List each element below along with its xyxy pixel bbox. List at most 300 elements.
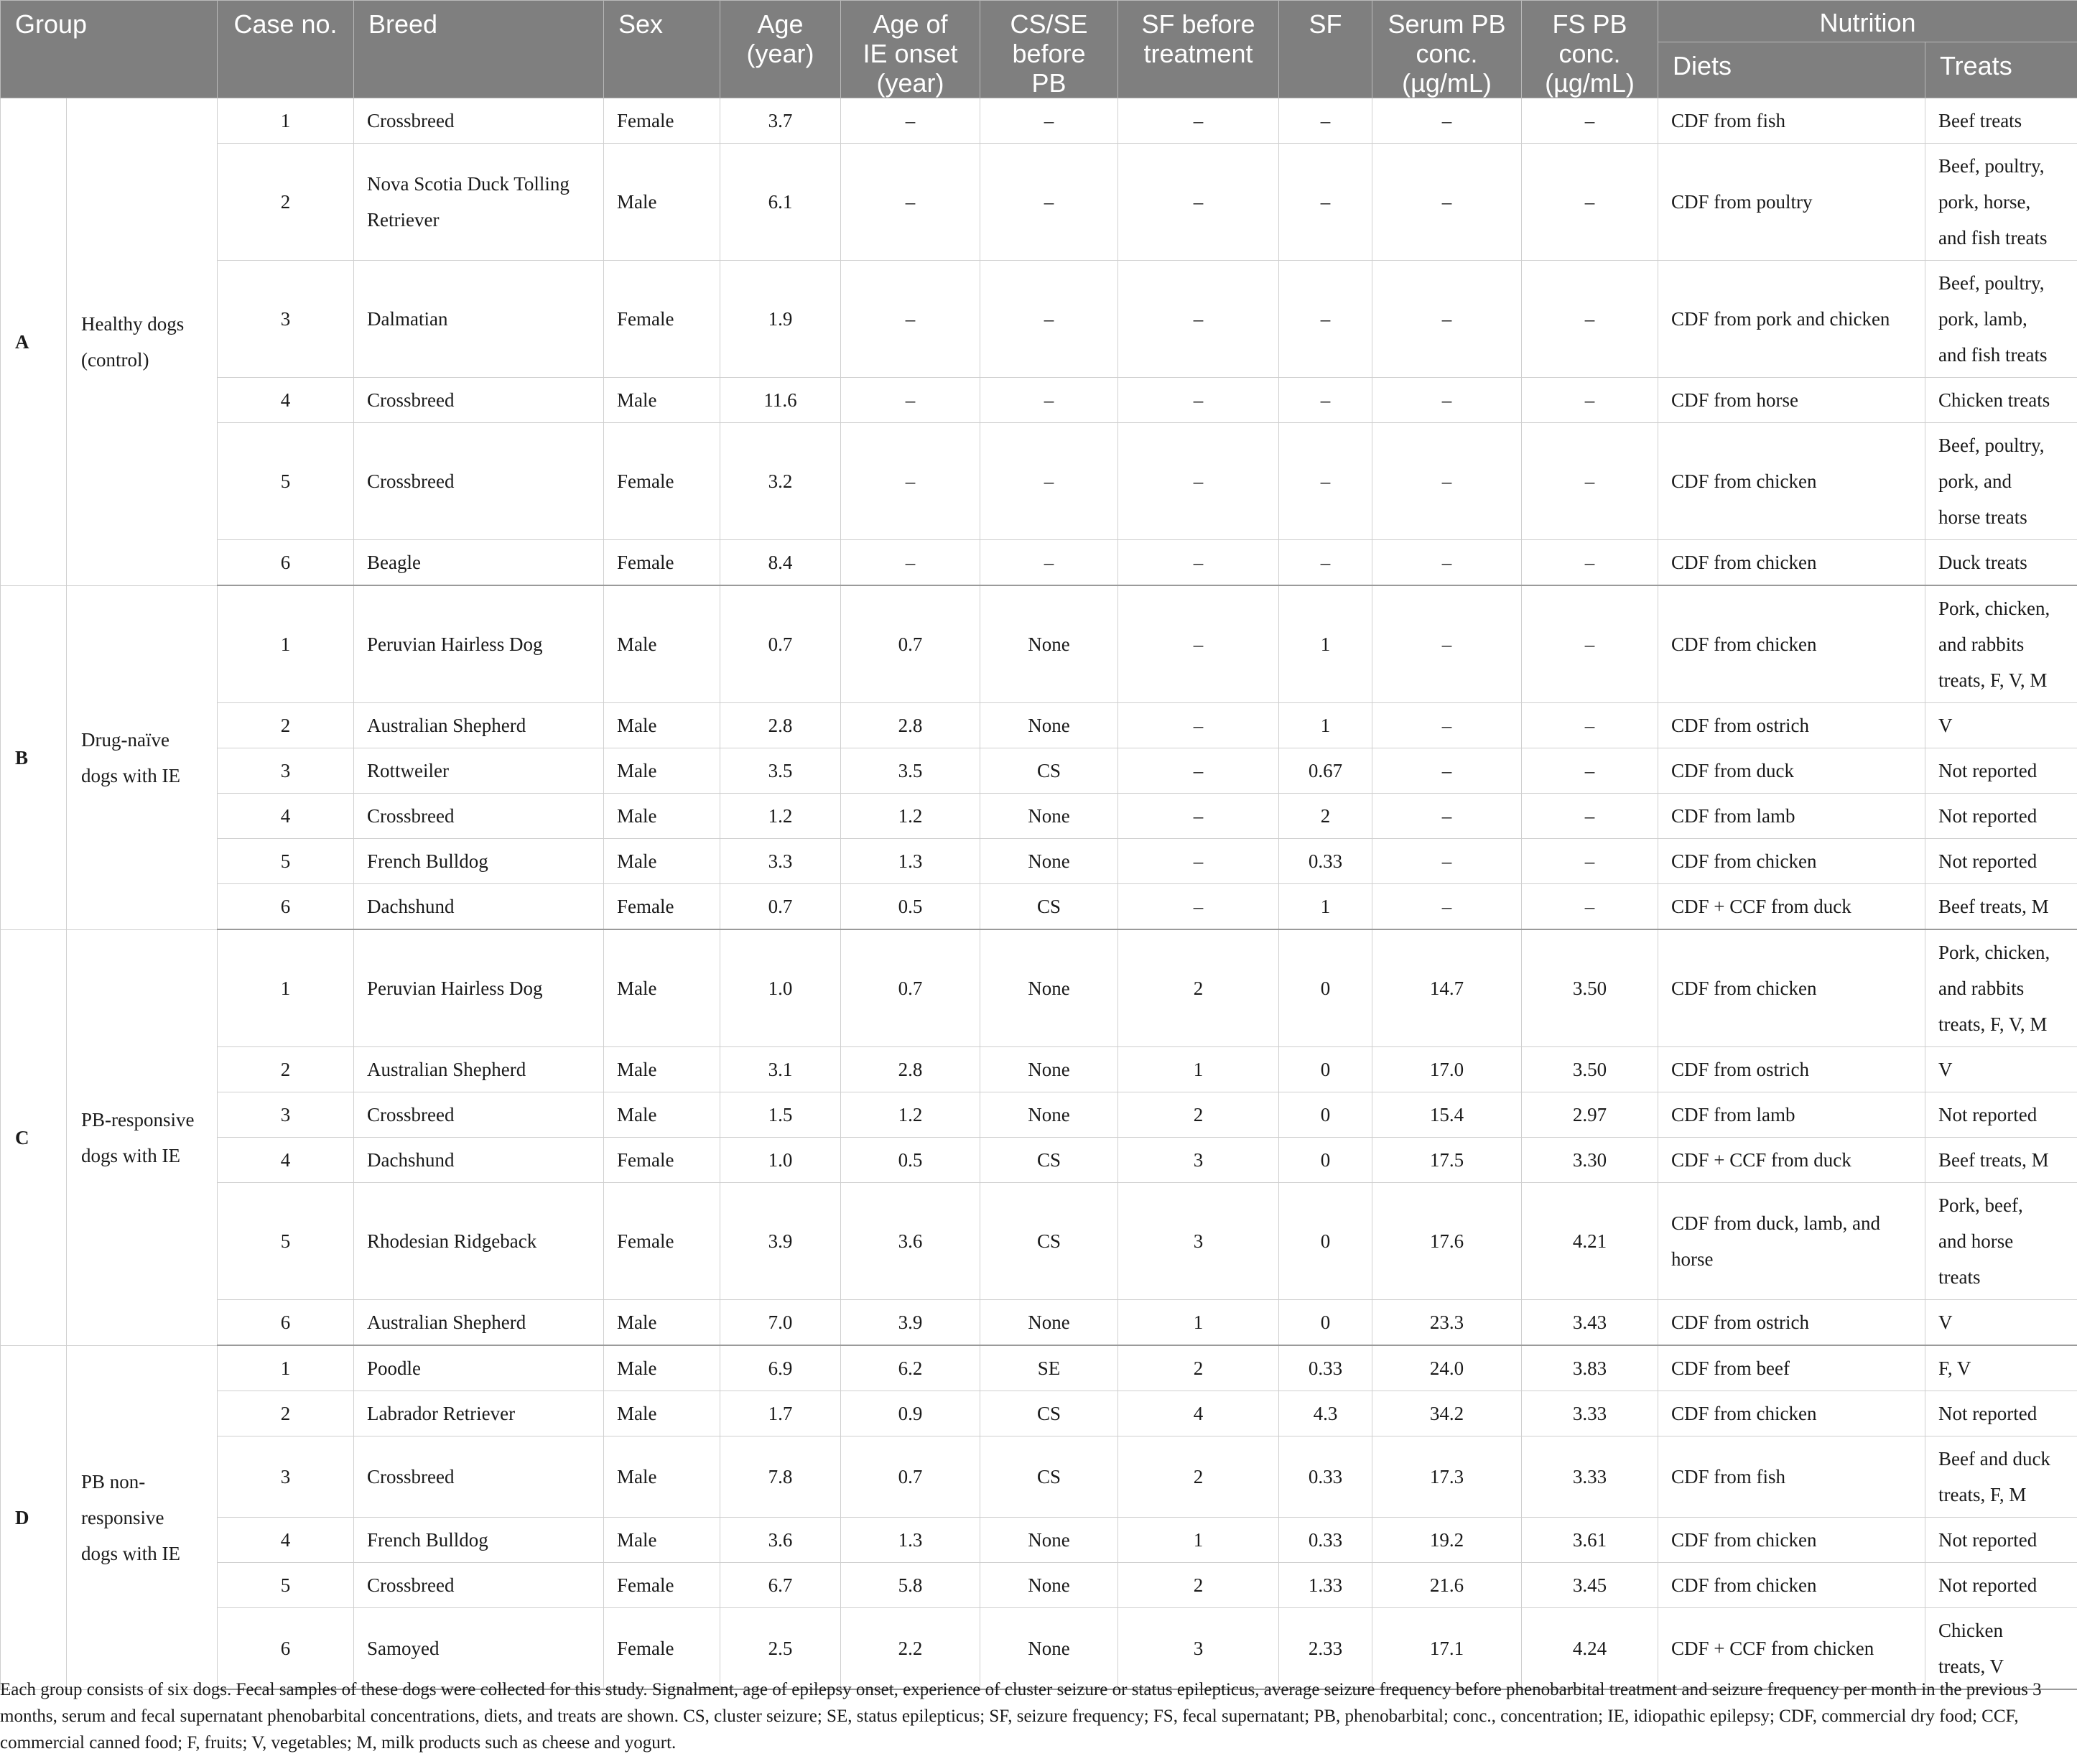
sf-before-cell: 3 [1118,1183,1279,1300]
case-number: 1 [218,585,354,703]
diet-cell: CDF from lamb [1658,1092,1925,1138]
serum-pb-cell: 19.2 [1372,1518,1522,1563]
diet-cell: CDF from horse [1658,378,1925,423]
fs-pb-cell: 3.61 [1522,1518,1658,1563]
case-number: 4 [218,378,354,423]
onset-age-cell: – [841,144,980,261]
serum-pb-cell: – [1372,884,1522,930]
cs-se-cell: CS [980,1436,1118,1518]
age-cell: 1.7 [720,1391,841,1436]
sf-before-cell: 2 [1118,1436,1279,1518]
age-cell: 1.2 [720,794,841,839]
diet-cell: CDF from chicken [1658,540,1925,586]
onset-age-cell: 0.5 [841,1138,980,1183]
treats-cell: Beef treats [1925,98,2077,144]
serum-pb-cell: 17.5 [1372,1138,1522,1183]
sf-before-cell: 2 [1118,929,1279,1047]
serum-pb-cell: – [1372,585,1522,703]
fs-pb-cell: – [1522,423,1658,540]
cs-se-cell: CS [980,1138,1118,1183]
fs-pb-cell: – [1522,884,1658,930]
treats-cell: Beef treats, M [1925,884,2077,930]
onset-age-cell: 0.7 [841,1436,980,1518]
sf-before-cell: – [1118,261,1279,378]
diet-cell: CDF from duck [1658,748,1925,794]
case-number: 3 [218,1092,354,1138]
sex-cell: Female [604,261,720,378]
sf-before-cell: – [1118,585,1279,703]
serum-pb-cell: – [1372,839,1522,884]
breed-cell: French Bulldog [354,1518,604,1563]
onset-age-cell: 1.3 [841,839,980,884]
onset-age-cell: 2.2 [841,1608,980,1690]
age-cell: 3.6 [720,1518,841,1563]
sf-cell: 0.33 [1279,1436,1372,1518]
group-description: Drug-naïve dogs with IE [67,585,218,929]
case-number: 3 [218,261,354,378]
sf-cell: 0 [1279,1092,1372,1138]
sf-cell: – [1279,423,1372,540]
age-cell: 3.2 [720,423,841,540]
serum-pb-cell: – [1372,423,1522,540]
onset-age-cell: 1.2 [841,794,980,839]
serum-pb-cell: – [1372,794,1522,839]
sex-cell: Female [604,423,720,540]
treats-cell: Not reported [1925,1518,2077,1563]
treats-cell: Pork, chicken, and rabbits treats, F, V, M [1925,929,2077,1047]
case-number: 4 [218,1138,354,1183]
breed-cell: Dachshund [354,884,604,930]
header-serum-pb: Serum PB conc. (µg/mL) [1372,1,1522,98]
cs-se-cell: None [980,1300,1118,1346]
serum-pb-cell: 17.6 [1372,1183,1522,1300]
case-number: 1 [218,1345,354,1391]
fs-pb-cell: 3.43 [1522,1300,1658,1346]
case-number: 2 [218,703,354,748]
diet-cell: CDF from ostrich [1658,1300,1925,1346]
case-number: 6 [218,1300,354,1346]
table-row [1,98,2077,144]
case-number: 4 [218,794,354,839]
sex-cell: Male [604,1047,720,1092]
cs-se-cell: None [980,585,1118,703]
case-number: 1 [218,98,354,144]
age-cell: 7.0 [720,1300,841,1346]
treats-cell: Beef, poultry, pork, lamb, and fish treats [1925,261,2077,378]
breed-cell: Poodle [354,1345,604,1391]
group-letter: C [1,929,67,1345]
sex-cell: Male [604,1518,720,1563]
serum-pb-cell: – [1372,378,1522,423]
header-cs-se: CS/SE before PB [980,1,1118,98]
table-row [1,1300,2077,1346]
sex-cell: Male [604,703,720,748]
cs-se-cell: CS [980,884,1118,930]
sf-cell: 0 [1279,929,1372,1047]
breed-cell: Crossbreed [354,1563,604,1608]
treats-cell: Not reported [1925,748,2077,794]
group-letter: A [1,98,67,586]
group-letter: D [1,1345,67,1689]
breed-cell: Crossbreed [354,1092,604,1138]
header-sf-before: SF before treatment [1118,1,1279,98]
sf-cell: 1 [1279,703,1372,748]
sf-before-cell: – [1118,540,1279,586]
case-number: 2 [218,1047,354,1092]
serum-pb-cell: 34.2 [1372,1391,1522,1436]
table-row [1,1518,2077,1563]
diet-cell: CDF from fish [1658,1436,1925,1518]
sf-before-cell: – [1118,884,1279,930]
sex-cell: Female [604,1563,720,1608]
fs-pb-cell: 3.50 [1522,1047,1658,1092]
age-cell: 6.7 [720,1563,841,1608]
sex-cell: Male [604,378,720,423]
serum-pb-cell: 23.3 [1372,1300,1522,1346]
diet-cell: CDF from poultry [1658,144,1925,261]
treats-cell: Not reported [1925,839,2077,884]
cs-se-cell: None [980,794,1118,839]
breed-cell: Labrador Retriever [354,1391,604,1436]
sf-before-cell: 2 [1118,1092,1279,1138]
fs-pb-cell: 3.33 [1522,1436,1658,1518]
age-cell: 7.8 [720,1436,841,1518]
sf-before-cell: 2 [1118,1563,1279,1608]
sf-cell: 1.33 [1279,1563,1372,1608]
fs-pb-cell: – [1522,540,1658,586]
treats-cell: Beef and duck treats, F, M [1925,1436,2077,1518]
sex-cell: Female [604,1138,720,1183]
serum-pb-cell: 17.1 [1372,1608,1522,1690]
table-row [1,1092,2077,1138]
serum-pb-cell: – [1372,540,1522,586]
age-cell: 3.9 [720,1183,841,1300]
sex-cell: Male [604,1436,720,1518]
age-cell: 3.1 [720,1047,841,1092]
treats-cell: Pork, beef, and horse treats [1925,1183,2077,1300]
cs-se-cell: None [980,1047,1118,1092]
onset-age-cell: 3.9 [841,1300,980,1346]
header-nutrition: Nutrition [1658,1,2077,42]
sex-cell: Male [604,794,720,839]
onset-age-cell: 1.3 [841,1518,980,1563]
sf-cell: – [1279,144,1372,261]
breed-cell: French Bulldog [354,839,604,884]
sf-before-cell: 3 [1118,1138,1279,1183]
breed-cell: Crossbreed [354,423,604,540]
onset-age-cell: 0.7 [841,929,980,1047]
diet-cell: CDF from beef [1658,1345,1925,1391]
age-cell: 1.0 [720,929,841,1047]
table-row [1,929,2077,1047]
age-cell: 2.8 [720,703,841,748]
sf-before-cell: – [1118,144,1279,261]
case-number: 5 [218,423,354,540]
table-row [1,261,2077,378]
serum-pb-cell: – [1372,98,1522,144]
fs-pb-cell: – [1522,839,1658,884]
sf-cell: 1 [1279,585,1372,703]
header-diets: Diets [1658,42,1925,98]
group-description: Healthy dogs (control) [67,98,218,586]
serum-pb-cell: – [1372,144,1522,261]
case-number: 2 [218,1391,354,1436]
onset-age-cell: 3.5 [841,748,980,794]
table-row [1,884,2077,930]
fs-pb-cell: 3.50 [1522,929,1658,1047]
serum-pb-cell: 21.6 [1372,1563,1522,1608]
table-body [1,98,2077,1690]
sex-cell: Male [604,585,720,703]
header-group: Group [1,1,218,98]
treats-cell: V [1925,703,2077,748]
sf-before-cell: – [1118,703,1279,748]
cs-se-cell: None [980,703,1118,748]
breed-cell: Beagle [354,540,604,586]
table-row [1,1436,2077,1518]
serum-pb-cell: 15.4 [1372,1092,1522,1138]
sf-cell: 0.67 [1279,748,1372,794]
sf-cell: 0.33 [1279,1345,1372,1391]
diet-cell: CDF from chicken [1658,839,1925,884]
diet-cell: CDF from ostrich [1658,703,1925,748]
cs-se-cell: None [980,1563,1118,1608]
breed-cell: Dachshund [354,1138,604,1183]
age-cell: 3.5 [720,748,841,794]
fs-pb-cell: 4.24 [1522,1608,1658,1690]
diet-cell: CDF from pork and chicken [1658,261,1925,378]
sex-cell: Male [604,748,720,794]
sf-before-cell: 2 [1118,1345,1279,1391]
sex-cell: Male [604,929,720,1047]
table-row [1,1391,2077,1436]
treats-cell: Pork, chicken, and rabbits treats, F, V, M [1925,585,2077,703]
fs-pb-cell: 3.83 [1522,1345,1658,1391]
sf-cell: 0.33 [1279,1518,1372,1563]
age-cell: 6.1 [720,144,841,261]
breed-cell: Australian Shepherd [354,703,604,748]
case-number: 5 [218,1563,354,1608]
sf-before-cell: – [1118,378,1279,423]
onset-age-cell: – [841,378,980,423]
treats-cell: Chicken treats [1925,378,2077,423]
sf-cell: 1 [1279,884,1372,930]
treats-cell: Beef, poultry, pork, horse, and fish treats [1925,144,2077,261]
header-sf: SF [1279,1,1372,98]
age-cell: 11.6 [720,378,841,423]
breed-cell: Crossbreed [354,1436,604,1518]
sf-before-cell: – [1118,423,1279,540]
table-row [1,540,2077,586]
age-cell: 2.5 [720,1608,841,1690]
cs-se-cell: CS [980,1391,1118,1436]
treats-cell: V [1925,1300,2077,1346]
sf-before-cell: 4 [1118,1391,1279,1436]
case-number: 5 [218,1183,354,1300]
sf-cell: 2.33 [1279,1608,1372,1690]
sex-cell: Female [604,540,720,586]
header-fs-pb: FS PB conc. (µg/mL) [1522,1,1658,98]
breed-cell: Australian Shepherd [354,1047,604,1092]
group-letter: B [1,585,67,929]
diet-cell: CDF from fish [1658,98,1925,144]
diet-cell: CDF + CCF from duck [1658,884,1925,930]
onset-age-cell: 5.8 [841,1563,980,1608]
cs-se-cell: SE [980,1345,1118,1391]
fs-pb-cell: – [1522,144,1658,261]
fs-pb-cell: 4.21 [1522,1183,1658,1300]
cs-se-cell: CS [980,748,1118,794]
header-age-onset: Age of IE onset (year) [841,1,980,98]
diet-cell: CDF from chicken [1658,1518,1925,1563]
header-case-no: Case no. [218,1,354,98]
fs-pb-cell: 3.30 [1522,1138,1658,1183]
case-number: 6 [218,884,354,930]
cs-se-cell: None [980,929,1118,1047]
header-sex: Sex [604,1,720,98]
case-number: 2 [218,144,354,261]
sex-cell: Female [604,884,720,930]
case-number: 3 [218,748,354,794]
sf-cell: 0.33 [1279,839,1372,884]
case-number: 4 [218,1518,354,1563]
breed-cell: Samoyed [354,1608,604,1690]
age-cell: 1.0 [720,1138,841,1183]
sex-cell: Male [604,1092,720,1138]
serum-pb-cell: 14.7 [1372,929,1522,1047]
case-number: 3 [218,1436,354,1518]
treats-cell: Beef, poultry, pork, and horse treats [1925,423,2077,540]
age-cell: 0.7 [720,585,841,703]
table-row [1,1183,2077,1300]
table-footnote: Each group consists of six dogs. Fecal samples of these dogs were collected for this study. Signalment, age of epilepsy onset, experience of cluster seizure or status epilepticus, average seizure frequency before phenobarbital treatment and seizure frequency per month in the previous 3 months, serum and fecal supernatant phenobarbital concentrations, diets, and treats are shown. CS, cluster seizure; SE, status epilepticus; SF, seizure frequency; FS, fecal supernatant; PB, phenobarbital; conc., concentration; IE, idiopathic epilepsy; CDF, commercial dry food; CCF, commercial canned food; F, fruits; V, vegetables; M, milk products such as cheese and yogurt. [0,1680,2042,1753]
breed-cell: Peruvian Hairless Dog [354,929,604,1047]
breed-cell: Peruvian Hairless Dog [354,585,604,703]
age-cell: 3.3 [720,839,841,884]
onset-age-cell: – [841,98,980,144]
serum-pb-cell: 17.0 [1372,1047,1522,1092]
sf-before-cell: – [1118,748,1279,794]
header-age: Age (year) [720,1,841,98]
fs-pb-cell: – [1522,794,1658,839]
diet-cell: CDF + CCF from chicken [1658,1608,1925,1690]
treats-cell: Not reported [1925,1391,2077,1436]
cs-se-cell: CS [980,1183,1118,1300]
diet-cell: CDF from chicken [1658,1563,1925,1608]
table-row [1,144,2077,261]
diet-cell: CDF from chicken [1658,1391,1925,1436]
table-row [1,1047,2077,1092]
treats-cell: F, V [1925,1345,2077,1391]
onset-age-cell: 2.8 [841,1047,980,1092]
fs-pb-cell: 3.45 [1522,1563,1658,1608]
onset-age-cell: – [841,261,980,378]
diet-cell: CDF from lamb [1658,794,1925,839]
treats-cell: Not reported [1925,1092,2077,1138]
sex-cell: Male [604,1345,720,1391]
onset-age-cell: – [841,540,980,586]
onset-age-cell: 2.8 [841,703,980,748]
sex-cell: Female [604,1183,720,1300]
sex-cell: Female [604,1608,720,1690]
diet-cell: CDF + CCF from duck [1658,1138,1925,1183]
fs-pb-cell: – [1522,748,1658,794]
table-row [1,1138,2077,1183]
treats-cell: V [1925,1047,2077,1092]
breed-cell: Nova Scotia Duck Tolling Retriever [354,144,604,261]
sf-cell: 0 [1279,1138,1372,1183]
serum-pb-cell: 17.3 [1372,1436,1522,1518]
sf-before-cell: – [1118,794,1279,839]
table-row [1,585,2077,703]
sf-cell: 0 [1279,1183,1372,1300]
diet-cell: CDF from chicken [1658,423,1925,540]
case-number: 6 [218,1608,354,1690]
sf-cell: 0 [1279,1047,1372,1092]
fs-pb-cell: – [1522,98,1658,144]
sf-before-cell: 3 [1118,1608,1279,1690]
table-row [1,748,2077,794]
table-row [1,839,2077,884]
sf-before-cell: – [1118,98,1279,144]
breed-cell: Crossbreed [354,98,604,144]
age-cell: 6.9 [720,1345,841,1391]
onset-age-cell: 0.5 [841,884,980,930]
table-row [1,794,2077,839]
onset-age-cell: 0.9 [841,1391,980,1436]
cs-se-cell: – [980,144,1118,261]
table-header [1,1,2077,98]
sf-cell: – [1279,261,1372,378]
fs-pb-cell: – [1522,261,1658,378]
cs-se-cell: – [980,540,1118,586]
sex-cell: Male [604,839,720,884]
serum-pb-cell: – [1372,703,1522,748]
cs-se-cell: None [980,1608,1118,1690]
treats-cell: Duck treats [1925,540,2077,586]
age-cell: 1.9 [720,261,841,378]
onset-age-cell: 3.6 [841,1183,980,1300]
table-row [1,1563,2077,1608]
fs-pb-cell: – [1522,378,1658,423]
sf-cell: 0 [1279,1300,1372,1346]
breed-cell: Australian Shepherd [354,1300,604,1346]
group-description: PB non- responsive dogs with IE [67,1345,218,1689]
fs-pb-cell: – [1522,703,1658,748]
age-cell: 0.7 [720,884,841,930]
group-description: PB-responsive dogs with IE [67,929,218,1345]
sf-before-cell: 1 [1118,1047,1279,1092]
sex-cell: Male [604,1300,720,1346]
sf-before-cell: – [1118,839,1279,884]
sex-cell: Male [604,1391,720,1436]
age-cell: 1.5 [720,1092,841,1138]
sf-cell: – [1279,378,1372,423]
table-row [1,1345,2077,1391]
fs-pb-cell: 3.33 [1522,1391,1658,1436]
cs-se-cell: – [980,261,1118,378]
treats-cell: Beef treats, M [1925,1138,2077,1183]
diet-cell: CDF from chicken [1658,585,1925,703]
diet-cell: CDF from duck, lamb, and horse [1658,1183,1925,1300]
onset-age-cell: – [841,423,980,540]
table-row [1,423,2077,540]
breed-cell: Rottweiler [354,748,604,794]
treats-cell: Not reported [1925,1563,2077,1608]
diet-cell: CDF from chicken [1658,929,1925,1047]
sf-cell: 4.3 [1279,1391,1372,1436]
onset-age-cell: 1.2 [841,1092,980,1138]
